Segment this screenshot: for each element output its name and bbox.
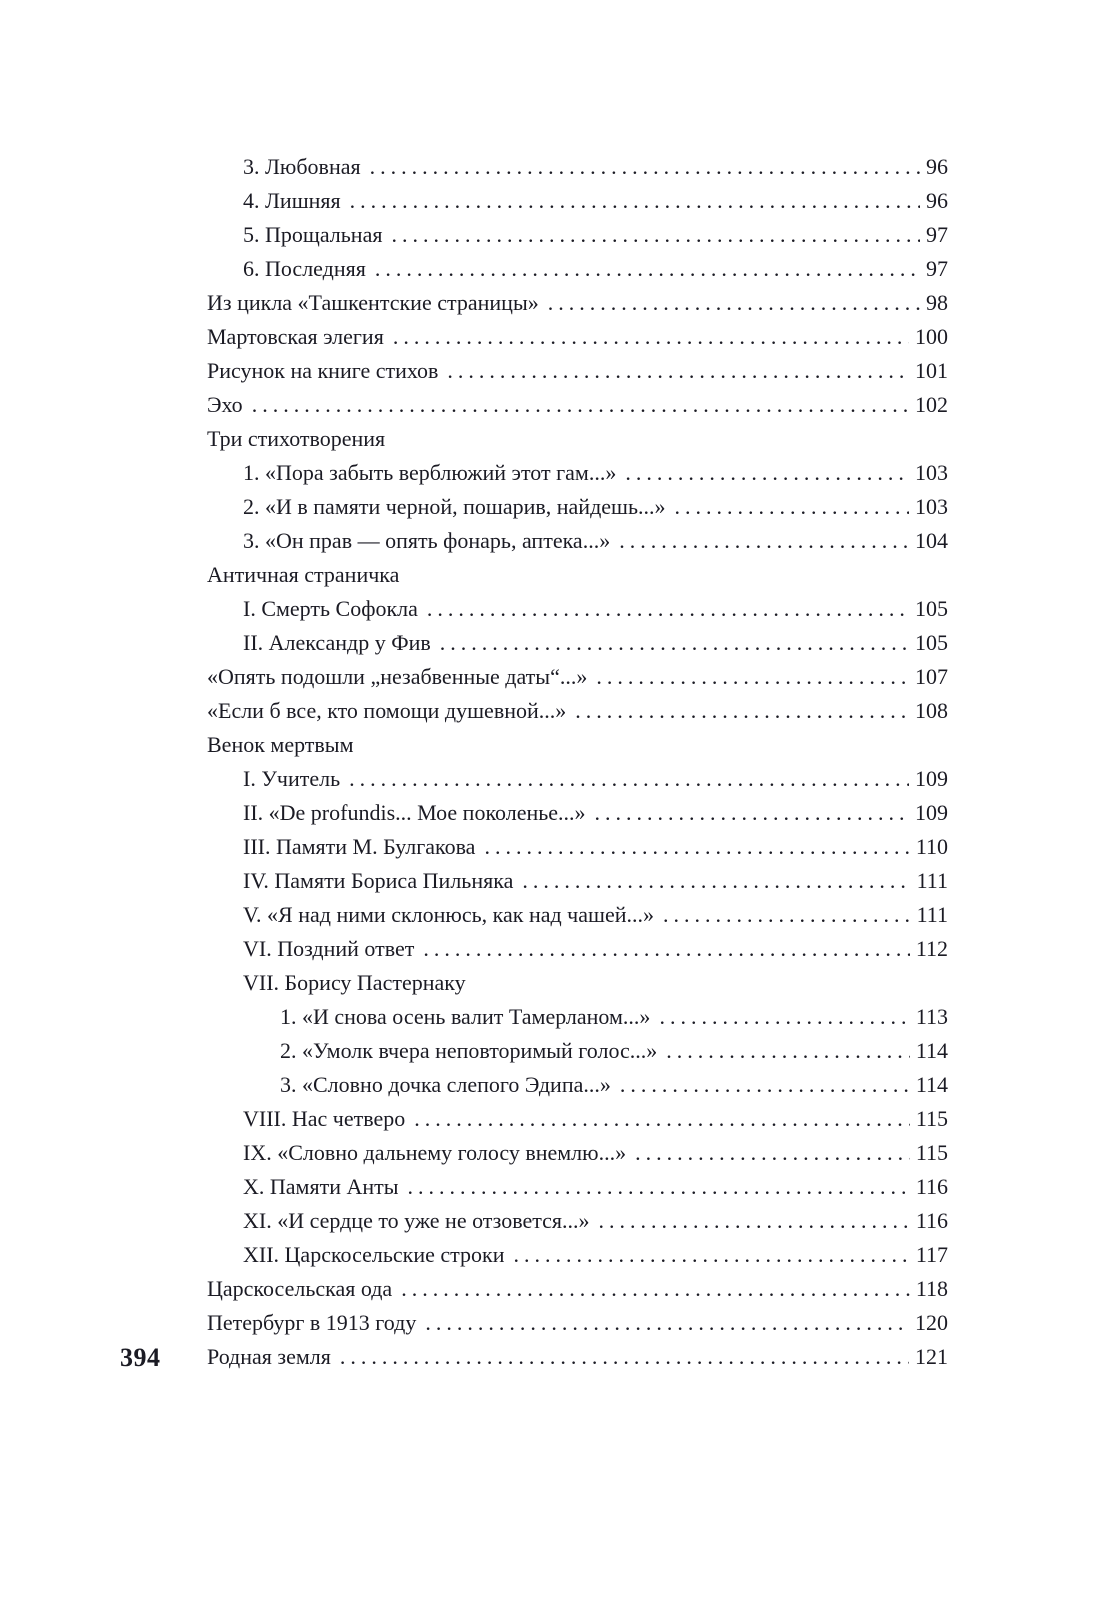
toc-page-number: 107	[915, 664, 948, 689]
toc-dot-leader	[391, 218, 920, 252]
toc-page-number: 97	[926, 222, 948, 247]
toc-entry-title: Античная страничка	[207, 562, 400, 587]
toc-entry	[207, 388, 948, 422]
toc-page-number: 113	[915, 1004, 948, 1029]
toc-dot-leader	[635, 1136, 910, 1170]
toc-dot-leader	[370, 150, 920, 184]
toc-page-number: 114	[915, 1038, 948, 1063]
toc-entry	[207, 660, 948, 694]
toc-dot-leader	[666, 1034, 910, 1068]
toc-entry	[207, 1136, 948, 1170]
toc-page-number: 116	[915, 1174, 948, 1199]
toc-dot-leader	[548, 286, 920, 320]
toc-dot-leader	[575, 694, 909, 728]
toc-entry	[207, 150, 948, 184]
toc-entry-title: X. Памяти Анты	[243, 1174, 399, 1199]
toc-entry-title: VIII. Нас четверо	[243, 1106, 406, 1131]
toc-page-number: 102	[915, 392, 948, 417]
toc-entry-title: Родная земля	[207, 1344, 331, 1369]
toc-page-number: 111	[916, 902, 948, 927]
toc-entry-title: Царскосельская ода	[207, 1276, 393, 1301]
toc-page-number: 121	[915, 1344, 948, 1369]
toc-dot-leader	[620, 1068, 910, 1102]
toc-page-number: 101	[915, 358, 948, 383]
toc-entry-title: 2. «Умолк вчера неповторимый голос...»	[280, 1038, 658, 1063]
toc-page-number: 108	[915, 698, 948, 723]
toc-dot-leader	[440, 626, 909, 660]
toc-entry-title: VI. Поздний ответ	[243, 936, 415, 961]
toc-page-number: 115	[915, 1106, 948, 1131]
toc-entry-title: 1. «И снова осень валит Тамерланом...»	[280, 1004, 651, 1029]
toc-dot-leader	[340, 1340, 909, 1374]
toc-dot-leader	[447, 354, 909, 388]
toc-entry	[207, 558, 948, 592]
toc-entry	[207, 932, 948, 966]
toc-dot-leader	[393, 320, 909, 354]
toc-entry-title: 6. Последняя	[243, 256, 366, 281]
toc-dot-leader	[401, 1272, 910, 1306]
toc-page-number: 105	[915, 630, 948, 655]
toc-page-number: 96	[926, 188, 948, 213]
toc-entry-title: III. Памяти М. Булгакова	[243, 834, 476, 859]
toc-page-number: 103	[915, 494, 948, 519]
toc-entry	[207, 354, 948, 388]
toc-entry	[207, 626, 948, 660]
toc-entry-title: Три стихотворения	[207, 426, 386, 451]
toc-page-number: 109	[915, 766, 948, 791]
toc-page-number: 100	[915, 324, 948, 349]
toc-dot-leader	[414, 1102, 910, 1136]
toc-dot-leader	[252, 388, 909, 422]
toc-dot-leader	[619, 524, 909, 558]
toc-entry-title: Венок мертвым	[207, 732, 354, 757]
toc-entry	[207, 694, 948, 728]
toc-dot-leader	[425, 1306, 909, 1340]
toc-page-number: 114	[915, 1072, 948, 1097]
toc-entry-title: Из цикла «Ташкентские страницы»	[207, 290, 539, 315]
toc-dot-leader	[625, 456, 909, 490]
toc-entry	[207, 1272, 948, 1306]
toc-dot-leader	[522, 864, 910, 898]
toc-entry	[207, 184, 948, 218]
toc-entry	[207, 524, 948, 558]
toc-page-number: 110	[915, 834, 948, 859]
toc-page-number: 98	[926, 290, 948, 315]
toc-entry	[207, 218, 948, 252]
toc-entry-title: 3. «Словно дочка слепого Эдипа...»	[280, 1072, 611, 1097]
toc-entry-title: II. «De profundis... Мое поколенье...»	[243, 800, 586, 825]
toc-entry	[207, 1034, 948, 1068]
toc-page-number: 112	[915, 936, 948, 961]
toc-entry	[207, 1238, 948, 1272]
toc-entry	[207, 898, 948, 932]
toc-entry	[207, 830, 948, 864]
toc-entry-title: Эхо	[207, 392, 243, 417]
toc-entry	[207, 592, 948, 626]
toc-page-number: 109	[915, 800, 948, 825]
toc-entry	[207, 1102, 948, 1136]
toc-dot-leader	[595, 796, 909, 830]
toc-entry	[207, 966, 948, 1000]
toc-entry	[207, 1204, 948, 1238]
toc-page-number: 105	[915, 596, 948, 621]
toc-entry-title: 3. «Он прав — опять фонарь, аптека...»	[243, 528, 611, 553]
toc-page-number: 104	[915, 528, 948, 553]
toc-entry	[207, 1000, 948, 1034]
toc-entry-title: 2. «И в памяти черной, пошарив, найдешь...»	[243, 494, 666, 519]
toc-entry-title: Петербург в 1913 году	[207, 1310, 417, 1335]
toc-page-number: 118	[915, 1276, 948, 1301]
toc-dot-leader	[663, 898, 911, 932]
toc-entry	[207, 762, 948, 796]
page-folio: 394	[120, 1343, 161, 1372]
toc-page-number: 103	[915, 460, 948, 485]
toc-entry-title: XII. Царскосельские строки	[243, 1242, 505, 1267]
toc-entry-title: XI. «И сердце то уже не отзовется...»	[243, 1208, 590, 1233]
toc-entry-title: 3. Любовная	[243, 154, 361, 179]
toc-entry-title: 5. Прощальная	[243, 222, 383, 247]
toc-entry-title: I. Учитель	[243, 766, 341, 791]
toc-entry-title: «Если б все, кто помощи душевной...»	[207, 698, 567, 723]
toc-entry-title: Рисунок на книге стихов	[207, 358, 439, 383]
toc-entry	[207, 864, 948, 898]
toc-page-number: 97	[926, 256, 948, 281]
toc-dot-leader	[408, 1170, 910, 1204]
toc-entry	[207, 728, 948, 762]
toc-page-number: 117	[915, 1242, 948, 1267]
toc-dot-leader	[659, 1000, 909, 1034]
toc-page-number: 96	[926, 154, 948, 179]
toc-entry	[207, 286, 948, 320]
toc-dot-leader	[423, 932, 909, 966]
toc-dot-leader	[349, 762, 909, 796]
toc-entry-title: VII. Борису Пастернаку	[243, 970, 466, 995]
toc-page-number: 115	[915, 1140, 948, 1165]
toc-dot-leader	[675, 490, 909, 524]
toc-entry-title: II. Александр у Фив	[243, 630, 431, 655]
toc-entry	[207, 1340, 948, 1374]
toc-entry-title: 4. Лишняя	[243, 188, 341, 213]
toc-list	[207, 150, 948, 1374]
toc-entry	[207, 490, 948, 524]
toc-dot-leader	[350, 184, 920, 218]
toc-entry-title: IV. Памяти Бориса Пильняка	[243, 868, 514, 893]
toc-entry-title: «Опять подошли „незабвенные даты“...»	[207, 664, 588, 689]
toc-page-number: 116	[915, 1208, 948, 1233]
toc-dot-leader	[596, 660, 909, 694]
toc-dot-leader	[514, 1238, 910, 1272]
toc-entry	[207, 1068, 948, 1102]
toc-entry	[207, 320, 948, 354]
toc-entry	[207, 252, 948, 286]
toc-entry-title: 1. «Пора забыть верблюжий этот гам...»	[243, 460, 617, 485]
toc-page-number: 111	[916, 868, 948, 893]
toc-dot-leader	[375, 252, 920, 286]
toc-entry-title: I. Смерть Софокла	[243, 596, 418, 621]
toc-entry-title: IX. «Словно дальнему голосу внемлю...»	[243, 1140, 627, 1165]
toc-dot-leader	[427, 592, 909, 626]
toc-page-number: 120	[915, 1310, 948, 1335]
toc-entry-title: V. «Я над ними склонюсь, как над чашей...»	[243, 902, 654, 927]
toc-entry-title: Мартовская элегия	[207, 324, 384, 349]
toc-dot-leader	[599, 1204, 910, 1238]
toc-entry	[207, 1170, 948, 1204]
toc-dot-leader	[484, 830, 909, 864]
toc-entry	[207, 456, 948, 490]
toc-entry	[207, 422, 948, 456]
toc-entry	[207, 1306, 948, 1340]
toc-entry	[207, 796, 948, 830]
